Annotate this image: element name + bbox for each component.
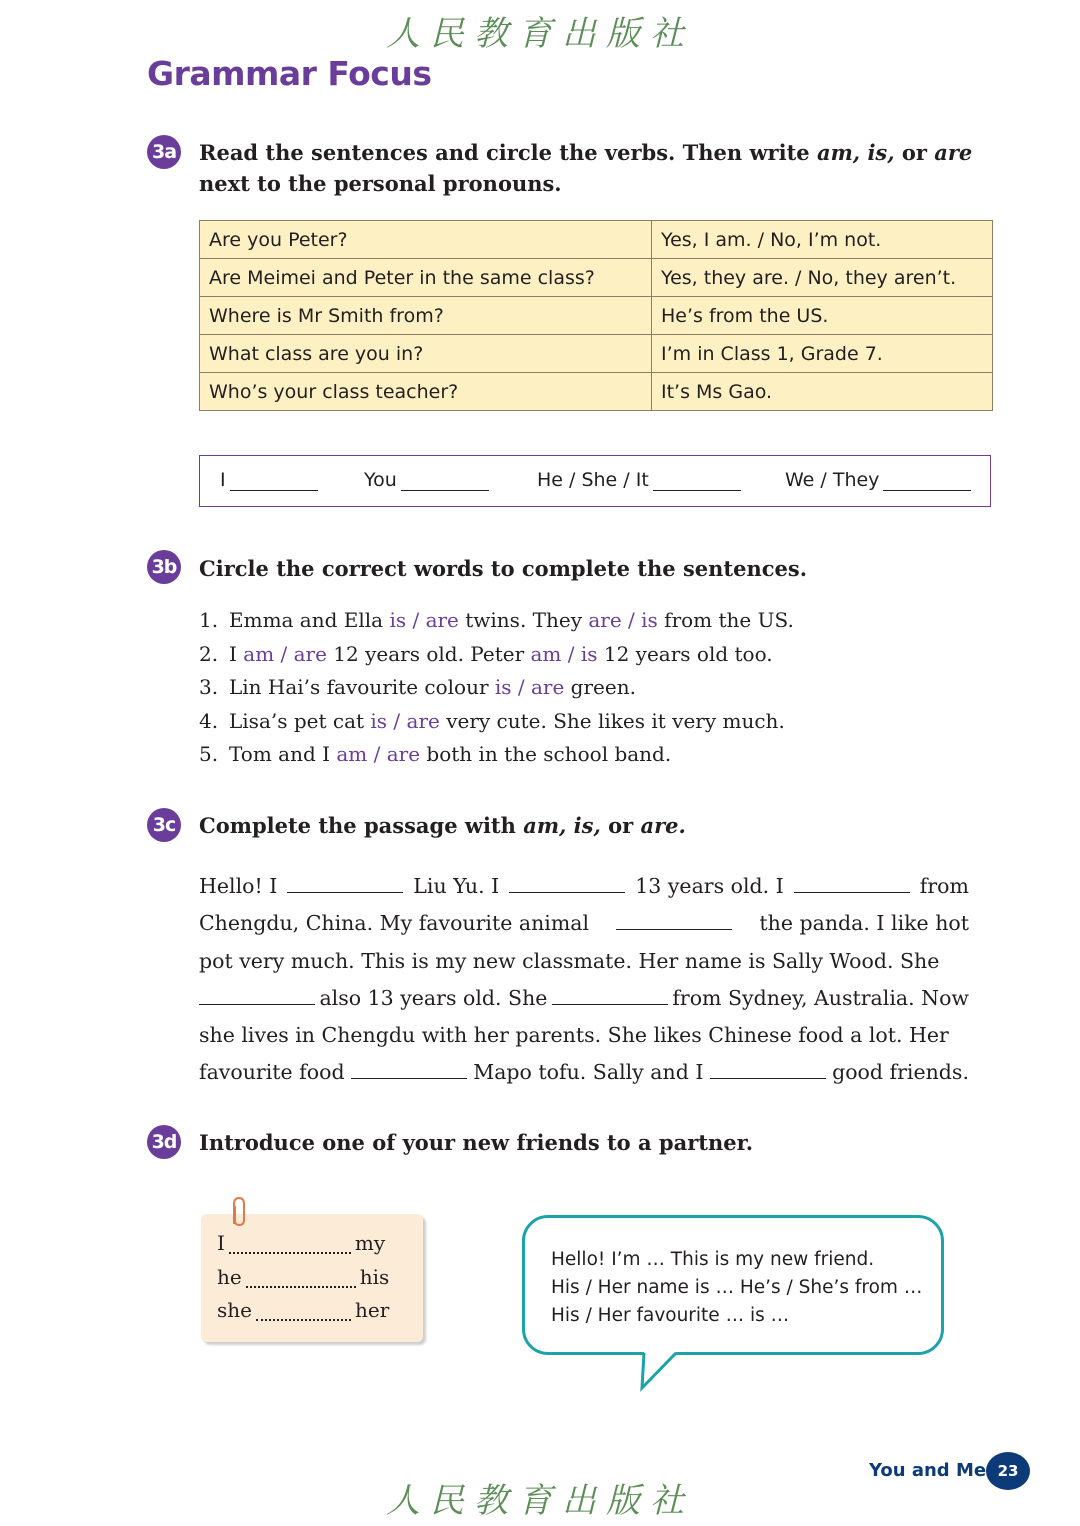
question-cell: Are you Peter? bbox=[200, 221, 652, 259]
answer-cell: Yes, they are. / No, they aren’t. bbox=[652, 259, 993, 297]
fill-in-passage bbox=[199, 868, 969, 1092]
bubble-line: Hello! I’m … This is my new friend. bbox=[551, 1249, 875, 1270]
answer-blank[interactable] bbox=[616, 905, 732, 930]
question-answer-table bbox=[199, 220, 993, 411]
passage-line: also 13 years old. She from Sydney, Australia. Now bbox=[199, 980, 969, 1017]
list-item: 1. Emma and Ella is / are twins. They are / is from the US. bbox=[199, 608, 794, 632]
publisher-watermark-bottom: 人民教育出版社 bbox=[386, 1481, 694, 1521]
table-row bbox=[200, 297, 993, 335]
bubble-line: His / Her favourite … is … bbox=[551, 1305, 790, 1326]
table-row bbox=[200, 335, 993, 373]
answer-blank[interactable] bbox=[287, 868, 403, 893]
paper-clip-icon bbox=[228, 1196, 250, 1228]
word-choice[interactable]: am / are bbox=[243, 641, 327, 666]
pronoun-item: You bbox=[364, 469, 489, 491]
answer-blank[interactable] bbox=[199, 980, 315, 1005]
table-row bbox=[200, 259, 993, 297]
exercise-badge-3d: 3d bbox=[147, 1125, 181, 1159]
unit-title: You and Me bbox=[869, 1460, 987, 1481]
passage-line: she lives in Chengdu with her parents. She likes Chinese food a lot. Her bbox=[199, 1023, 949, 1048]
exercise-3d-instruction: Introduce one of your new friends to a partner. bbox=[199, 1130, 754, 1155]
exercise-3c-instruction: Complete the passage with am, is, or are. bbox=[199, 813, 686, 838]
page-title: Grammar Focus bbox=[147, 54, 432, 93]
answer-blank[interactable] bbox=[552, 980, 668, 1005]
speech-bubble bbox=[522, 1215, 944, 1355]
list-item: 2. I am / are 12 years old. Peter am / is 12 years old too. bbox=[199, 641, 773, 666]
pronoun-blank-box bbox=[199, 455, 991, 507]
list-item: 3. Lin Hai’s favourite colour is / are green. bbox=[199, 675, 636, 699]
word-choice[interactable]: is / are bbox=[370, 708, 440, 733]
word-choice[interactable]: is / are bbox=[389, 608, 459, 632]
bubble-line: His / Her name is … He’s / She’s from … bbox=[551, 1277, 923, 1298]
exercise-3a-instruction: Read the sentences and circle the verbs. Then write am, is, or are next to the personal pronouns. bbox=[199, 140, 973, 196]
word-choice[interactable]: am / are bbox=[336, 742, 421, 766]
pronoun-item: He / She / It bbox=[537, 469, 741, 491]
answer-cell: It’s Ms Gao. bbox=[652, 373, 993, 411]
exercise-3b-instruction: Circle the correct words to complete the sentences. bbox=[199, 556, 808, 581]
note-row: I my bbox=[217, 1231, 386, 1255]
passage-line: pot very much. This is my new classmate. Her name is Sally Wood. She bbox=[199, 948, 940, 973]
table-row bbox=[200, 373, 993, 411]
answer-blank[interactable] bbox=[883, 470, 971, 491]
answer-blank[interactable] bbox=[230, 470, 318, 491]
word-choice[interactable]: am / is bbox=[530, 641, 598, 666]
exercise-badge-3b: 3b bbox=[147, 550, 181, 584]
dotted-leader bbox=[246, 1270, 356, 1288]
passage-line: favourite food Mapo tofu. Sally and I good friends. bbox=[199, 1054, 969, 1091]
answer-blank[interactable] bbox=[351, 1054, 467, 1079]
passage-line: Chengdu, China. My favourite animal the panda. I like hot bbox=[199, 905, 969, 942]
question-cell: What class are you in? bbox=[200, 335, 652, 373]
answer-blank[interactable] bbox=[710, 1054, 826, 1079]
dotted-leader bbox=[256, 1303, 351, 1321]
question-cell: Where is Mr Smith from? bbox=[200, 297, 652, 335]
answer-cell: He’s from the US. bbox=[652, 297, 993, 335]
word-choice[interactable]: are / is bbox=[588, 608, 658, 632]
answer-cell: Yes, I am. / No, I’m not. bbox=[652, 221, 993, 259]
speech-bubble-tail bbox=[636, 1352, 686, 1392]
dotted-leader bbox=[229, 1236, 351, 1254]
sentence-list bbox=[199, 604, 794, 772]
question-cell: Who’s your class teacher? bbox=[200, 373, 652, 411]
exercise-badge-3a: 3a bbox=[147, 135, 181, 169]
pronoun-item: I bbox=[220, 469, 318, 491]
word-choice[interactable]: is / are bbox=[494, 675, 565, 699]
list-item: 5. Tom and I am / are both in the school band. bbox=[199, 742, 672, 766]
pronoun-note-card bbox=[201, 1214, 423, 1342]
note-row: he his bbox=[217, 1265, 390, 1289]
passage-line: Hello! I Liu Yu. I 13 years old. I from bbox=[199, 868, 969, 905]
list-item: 4. Lisa’s pet cat is / are very cute. She likes it very much. bbox=[199, 708, 785, 733]
question-cell: Are Meimei and Peter in the same class? bbox=[200, 259, 652, 297]
answer-blank[interactable] bbox=[653, 470, 741, 491]
page-number: 23 bbox=[986, 1452, 1030, 1490]
answer-blank[interactable] bbox=[509, 868, 625, 893]
publisher-watermark-top: 人民教育出版社 bbox=[386, 14, 694, 54]
answer-cell: I’m in Class 1, Grade 7. bbox=[652, 335, 993, 373]
table-row bbox=[200, 221, 993, 259]
answer-blank[interactable] bbox=[794, 868, 910, 893]
answer-blank[interactable] bbox=[401, 470, 489, 491]
note-row: she her bbox=[217, 1298, 390, 1322]
exercise-badge-3c: 3c bbox=[147, 808, 181, 842]
pronoun-item: We / They bbox=[785, 469, 971, 491]
